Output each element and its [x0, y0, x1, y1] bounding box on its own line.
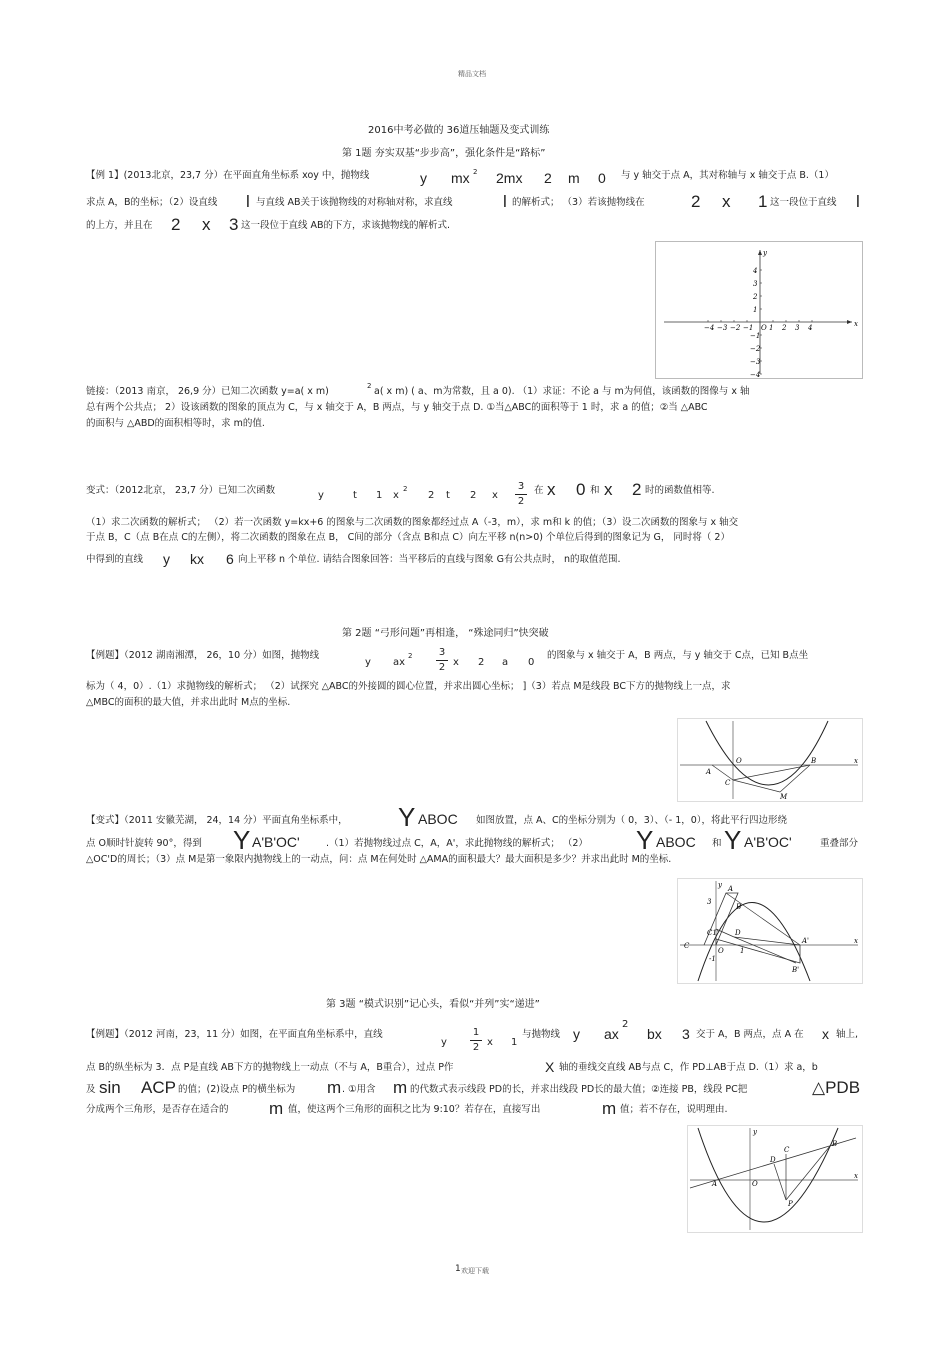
y-tick-label: −2 — [750, 345, 761, 353]
x-tick-label: −2 — [730, 324, 741, 332]
x-tick-label: 3 — [795, 324, 800, 332]
fraction-1-2: 1 2 — [470, 1027, 482, 1054]
x-axis-label: x — [854, 937, 858, 945]
point-c-label: C — [684, 942, 690, 950]
q2-parabola-figure — [677, 718, 863, 802]
x-axis-label: x — [854, 320, 858, 328]
y-tick-label: 1 — [753, 306, 758, 314]
x-tick-label: 4 — [808, 324, 813, 332]
point-d-label: D — [735, 929, 741, 937]
x-axis-label: x — [854, 1172, 858, 1180]
point-c-label: C — [784, 1146, 790, 1154]
y-tick-label: 2 — [753, 293, 758, 301]
point-p-label: P — [788, 1200, 793, 1208]
x-tick-label: −4 — [704, 324, 715, 332]
origin-label: O — [736, 757, 742, 765]
origin-label: O — [752, 1180, 758, 1188]
doc-title: 2016中考必做的 36道压轴题及变式训练 — [368, 125, 550, 136]
point-a-label: A — [728, 885, 734, 893]
q2-heading: 第 2题 “弓形问题”再相逢， “殊途同归”快突破 — [342, 628, 549, 639]
fraction-3-2: 3 2 — [515, 481, 527, 508]
origin-label: O — [718, 947, 724, 955]
y-axis-label: y — [753, 1128, 757, 1136]
point-m-label: M — [780, 793, 788, 801]
tick-3-label: 3 — [707, 898, 712, 906]
page-footer: 欢迎下载 — [461, 1267, 489, 1275]
q3-heading: 第 3题 “模式识别”记心头，看似“并列”实“递进” — [326, 999, 540, 1010]
x-axis-label: x — [854, 757, 858, 765]
point-b-label: B — [832, 1140, 838, 1148]
point-c1-label: C1' — [707, 929, 719, 937]
y-tick-label: 4 — [753, 267, 758, 275]
y-tick-label: −3 — [750, 358, 761, 366]
point-a-label: A — [712, 1180, 718, 1188]
fraction-3-2: 3 2 — [436, 647, 448, 674]
y-tick-label: −4 — [750, 371, 761, 378]
y-axis-label: y — [763, 249, 767, 257]
tick-1-label: 1 — [740, 947, 745, 955]
point-b-prime-label: B' — [792, 966, 800, 974]
x-tick-label: 1 — [769, 324, 774, 332]
tick-neg1-label: -1 — [709, 955, 716, 963]
page-header: 精品文档 — [458, 70, 486, 78]
q1-coordinate-figure — [655, 241, 863, 379]
point-b-label: B — [811, 757, 817, 765]
y-axis-label: y — [718, 881, 722, 889]
point-a-prime-label: A' — [802, 937, 809, 945]
page-number: 1 — [455, 1264, 461, 1274]
q2-rotation-figure — [677, 878, 863, 984]
point-b-label: B — [736, 903, 742, 911]
q3-parabola-line-figure — [687, 1125, 863, 1233]
y-tick-label: 3 — [753, 280, 758, 288]
point-a-label: A — [706, 768, 712, 776]
point-d-label: D — [770, 1156, 776, 1164]
y-tick-label: −1 — [750, 332, 761, 340]
x-tick-label: −3 — [717, 324, 728, 332]
x-tick-label: O — [761, 324, 767, 332]
point-c-label: C — [725, 779, 731, 787]
x-tick-label: 2 — [782, 324, 787, 332]
q1-heading: 第 1题 夯实双基“步步高”，强化条件是“路标” — [342, 148, 546, 159]
x-tick-label: −1 — [743, 324, 754, 332]
